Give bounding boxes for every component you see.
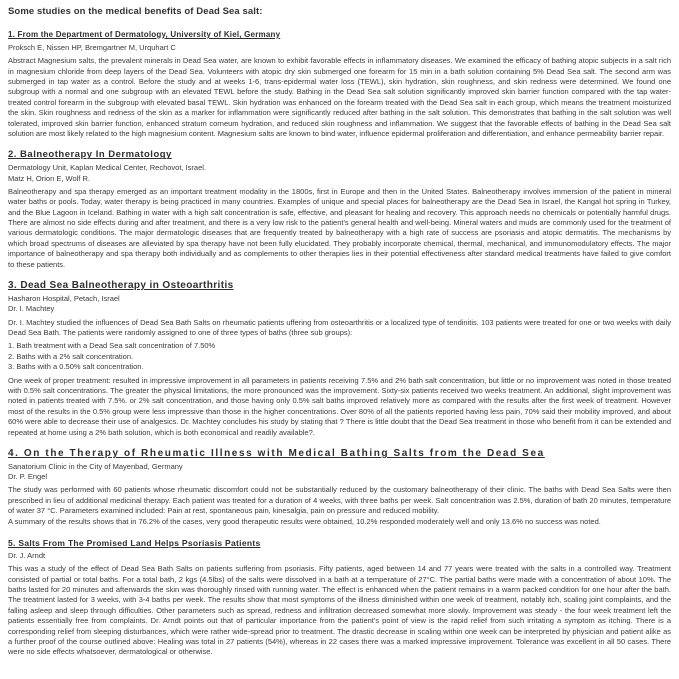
list-item: 3. Baths with a 0.50% salt concentration. — [8, 362, 144, 372]
section-heading: 5. Salts From The Promised Land Helps Psoriasis Patients — [8, 538, 261, 549]
study-section-4 — [8, 448, 671, 527]
section-authors: Dr. P. Engel — [8, 472, 48, 482]
section-paragraph: The study was performed with 60 patients whose rheumatic discomfort could not be substantially reduced by the customary balneotherapy of their clinic. The baths with Dead Sea Salts were then prescribed in lieu of additional medicinal therapy. Each patient was treated for a duration of 4 weeks, with three baths per week. Salt concentration was 2.5%, duration of bath 20 minutes, temperature of water 37 °C. Parameters examined included: Pain at rest, spontaneous pain, kinesalgia, pain on pressure and reduced mobility. — [8, 485, 671, 516]
section-paragraph: This was a study of the effect of Dead Sea Bath Salts on patients suffering from psoriasis. Fifty patients, aged between 14 and 77 years were treated with the salts in a controlled way. Treatment consisted of partial or total baths. For a total bath, 2 kgs (4.5lbs) of the salts were dissolved in a bath at a temperature of 27°C. The partial baths were made with a concentration of about 10%. The baths lasted for 20 minutes and afterwards the skin was thoroughly rinsed with running water. The effect is enhanced when the patient remains in a warm packed condition for one hour after the bath. The treatment lasted for 3 weeks, with 3-4 baths per week. The results show that most symptoms of the illness diminished within one week of treatment, notably itch, scaling joint complaints, and the falling asleep and sleep through difficulties. Other parameters such as spread, redness and infiltration decreased somewhat more slowly. Improvement was steady - the four week treatment left the patients essentially free from complaints. Dr. Arndt points out that of particular importance from the patient's point of view is the rapid relief from such irritating a symptom as itching. There is a corresponding relief from sleeping disturbances, which were rather wide-spread prior to treatment. The drastic decrease in scaling within one week can be interpreted by physician and patient alike as a further proof of the course outlined above: Healing was total in 27 patients (54%), whereas in 22 cases there was a marked impressive improvement. Tolerance was excellent in all 50 cases. There were no side effects whatsoever, dermatological or otherwise. — [8, 564, 671, 657]
page-title: Some studies on the medical benefits of Dead Sea salt: — [8, 6, 263, 17]
section-affiliation: Hasharon Hospital, Petach, Israel — [8, 294, 120, 304]
section-heading: 2. Balneotherapy In Dermatology — [8, 149, 172, 161]
section-paragraph: Abstract Magnesium salts, the prevalent minerals in Dead Sea water, are known to exhibit favorable effects in inflammatory diseases. We examined the efficacy of bathing atopic subjects in a salt rich in magnesium chloride from deep layers of the Dead Sea. Volunteers with atopic dry skin submerged one forearm for 15 min in a bath solution containing 5% Dead Sea salt. The second arm was submerged in tap water as a control. Before the study and at weeks 1-6, trans-epidermal water loss (TEWL), skin hydration, skin roughness, and skin redness were determined. We found one subgroup with a normal and one subgroup with an elevated TEWL before the study. Bathing in the Dead Sea salt solution significantly improved skin barrier function compared with the tap water-treated control forearm in the subgroup with elevated basal TEWL. Skin hydration was enhanced on the forearm treated with the Dead Sea salt in each group, which means the treatment moisturized the skin. Skin roughness and redness of the skin as a marker for inflammation were significantly reduced after bathing in the salt solution. This demonstrates that bathing in the salt solution was well tolerated, improved skin barrier function, enhanced stratum corneum hydration, and reduced skin roughness and inflammation. We suggest that the favorable effects of bathing in the Dead Sea salt solution are most likely related to the high magnesium content. Magnesium salts are known to bind water, influence epidermal proliferation and differentiation, and enhance permeability barrier repair. — [8, 56, 671, 139]
list-item: 1. Bath treatment with a Dead Sea salt concentration of 7.50% — [8, 341, 216, 351]
study-section-5 — [8, 537, 671, 658]
study-section-2 — [8, 149, 671, 270]
section-paragraph: Dr. I. Machtey studied the influences of Dead Sea Bath Salts on rheumatic patients uffering from osteoarthritis or a localized type of tendinitis. 103 patients were treated for one or two weeks with daily Dead Sea Bath. The patients were randomly assigned to one of three types of baths (three sub groups): — [8, 317, 671, 337]
section-heading: 1. From the Department of Dermatology, University of Kiel, Germany — [8, 30, 281, 39]
section-heading: 4. On the Therapy of Rheumatic Illness with Medical Bathing Salts from the Dead Sea — [8, 447, 545, 459]
section-paragraph: Balneotherapy and spa therapy emerged as an important treatment modality in the 1800s, first in Europe and then in the United States. Balneotherapy involves immersion of the patient in mineral water baths or pools. Today, water therapy is being practiced in many countries. Examples of unique and special places for balneotherapy are the Dead Sea in Israel, the Kangal hot spring in Turkey, and the Blue Lagoon in Iceland. Bathing in water with a high salt concentration is safe, effective, and pleasant for healing and recovery. This approach needs no chemicals or potentially harmful drugs. There are almost no side effects during and after treatment, and there is a very low risk to the patient's general health and well-being. Mineral waters and muds are commonly used for the treatment of various dermatologic conditions. The major dermatologic diseases that are frequently treated by balneotherapy with a high rate of success are psoriasis and atopic dermatitis. The mechanisms by which broad spectrums of diseases are alleviated by spa therapy have not been fully elucidated. They probably incorporate chemical, thermal, mechanical, and immunomodulatory effects. The major importance of balneotherapy and spa therapy both individually and as complements to other therapies lies in their potential effectiveness after standard medical treatments have failed to give comfort to these patients. — [8, 186, 671, 269]
list-item: 2. Baths with a 2% salt concentration. — [8, 351, 134, 361]
section-authors: Matz H, Orion E, Wolf R. — [8, 173, 90, 183]
bath-types-list — [8, 341, 671, 372]
section-paragraph: A summary of the results shows that in 76.2% of the cases, very good therapeutic results were obtained, 10.2% responded moderately well and only 13.6% no success was noted. — [8, 516, 601, 526]
section-affiliation: Dermatology Unit, Kaplan Medical Center, Rechovot, Israel. — [8, 163, 207, 173]
section-affiliation: Sanatorium Clinic in the City of Mayenbad, Germany — [8, 461, 183, 471]
section-authors: Dr. I. Machtey — [8, 304, 55, 314]
study-section-1 — [8, 29, 671, 139]
section-authors: Proksch E, Nissen HP, Bremgartner M, Urquhart C — [8, 43, 176, 52]
study-section-3 — [8, 280, 671, 438]
section-authors: Dr. J. Arndt — [8, 551, 46, 561]
section-paragraph: One week of proper treatment: resulted in impressive improvement in all parameters in patients receiving 7.5% and 2% bath salt concentration, but little or no improvement was noted in those treated with 0.5% salt concentrations. The greater the physical limitations, the more pronounced was the improvement. Sixty-six patients received two weeks treatment. An additional, slight improvement was noted in patients treated with 7.5%. or 2% salt concentration, and those having only 0.5% salt baths improved relatively more as compared with the results after the first week of treatment. However most of the results in the 0.5% group were less impressive than those in the higher concentrations. Over 80% of all the patients reported having less pain, 70% said their mobility improved, and about 60% were able to decrease their use of analgesics. Dr. Machtey concludes his study by stating that ? There is little doubt that the Dead Sea treatment in those who benefit from it can be extended and repeated at home using a 2% bath solution, which is both economical and readily available?. — [8, 375, 671, 437]
section-heading: 3. Dead Sea Balneotherapy in Osteoarthritis — [8, 280, 234, 292]
